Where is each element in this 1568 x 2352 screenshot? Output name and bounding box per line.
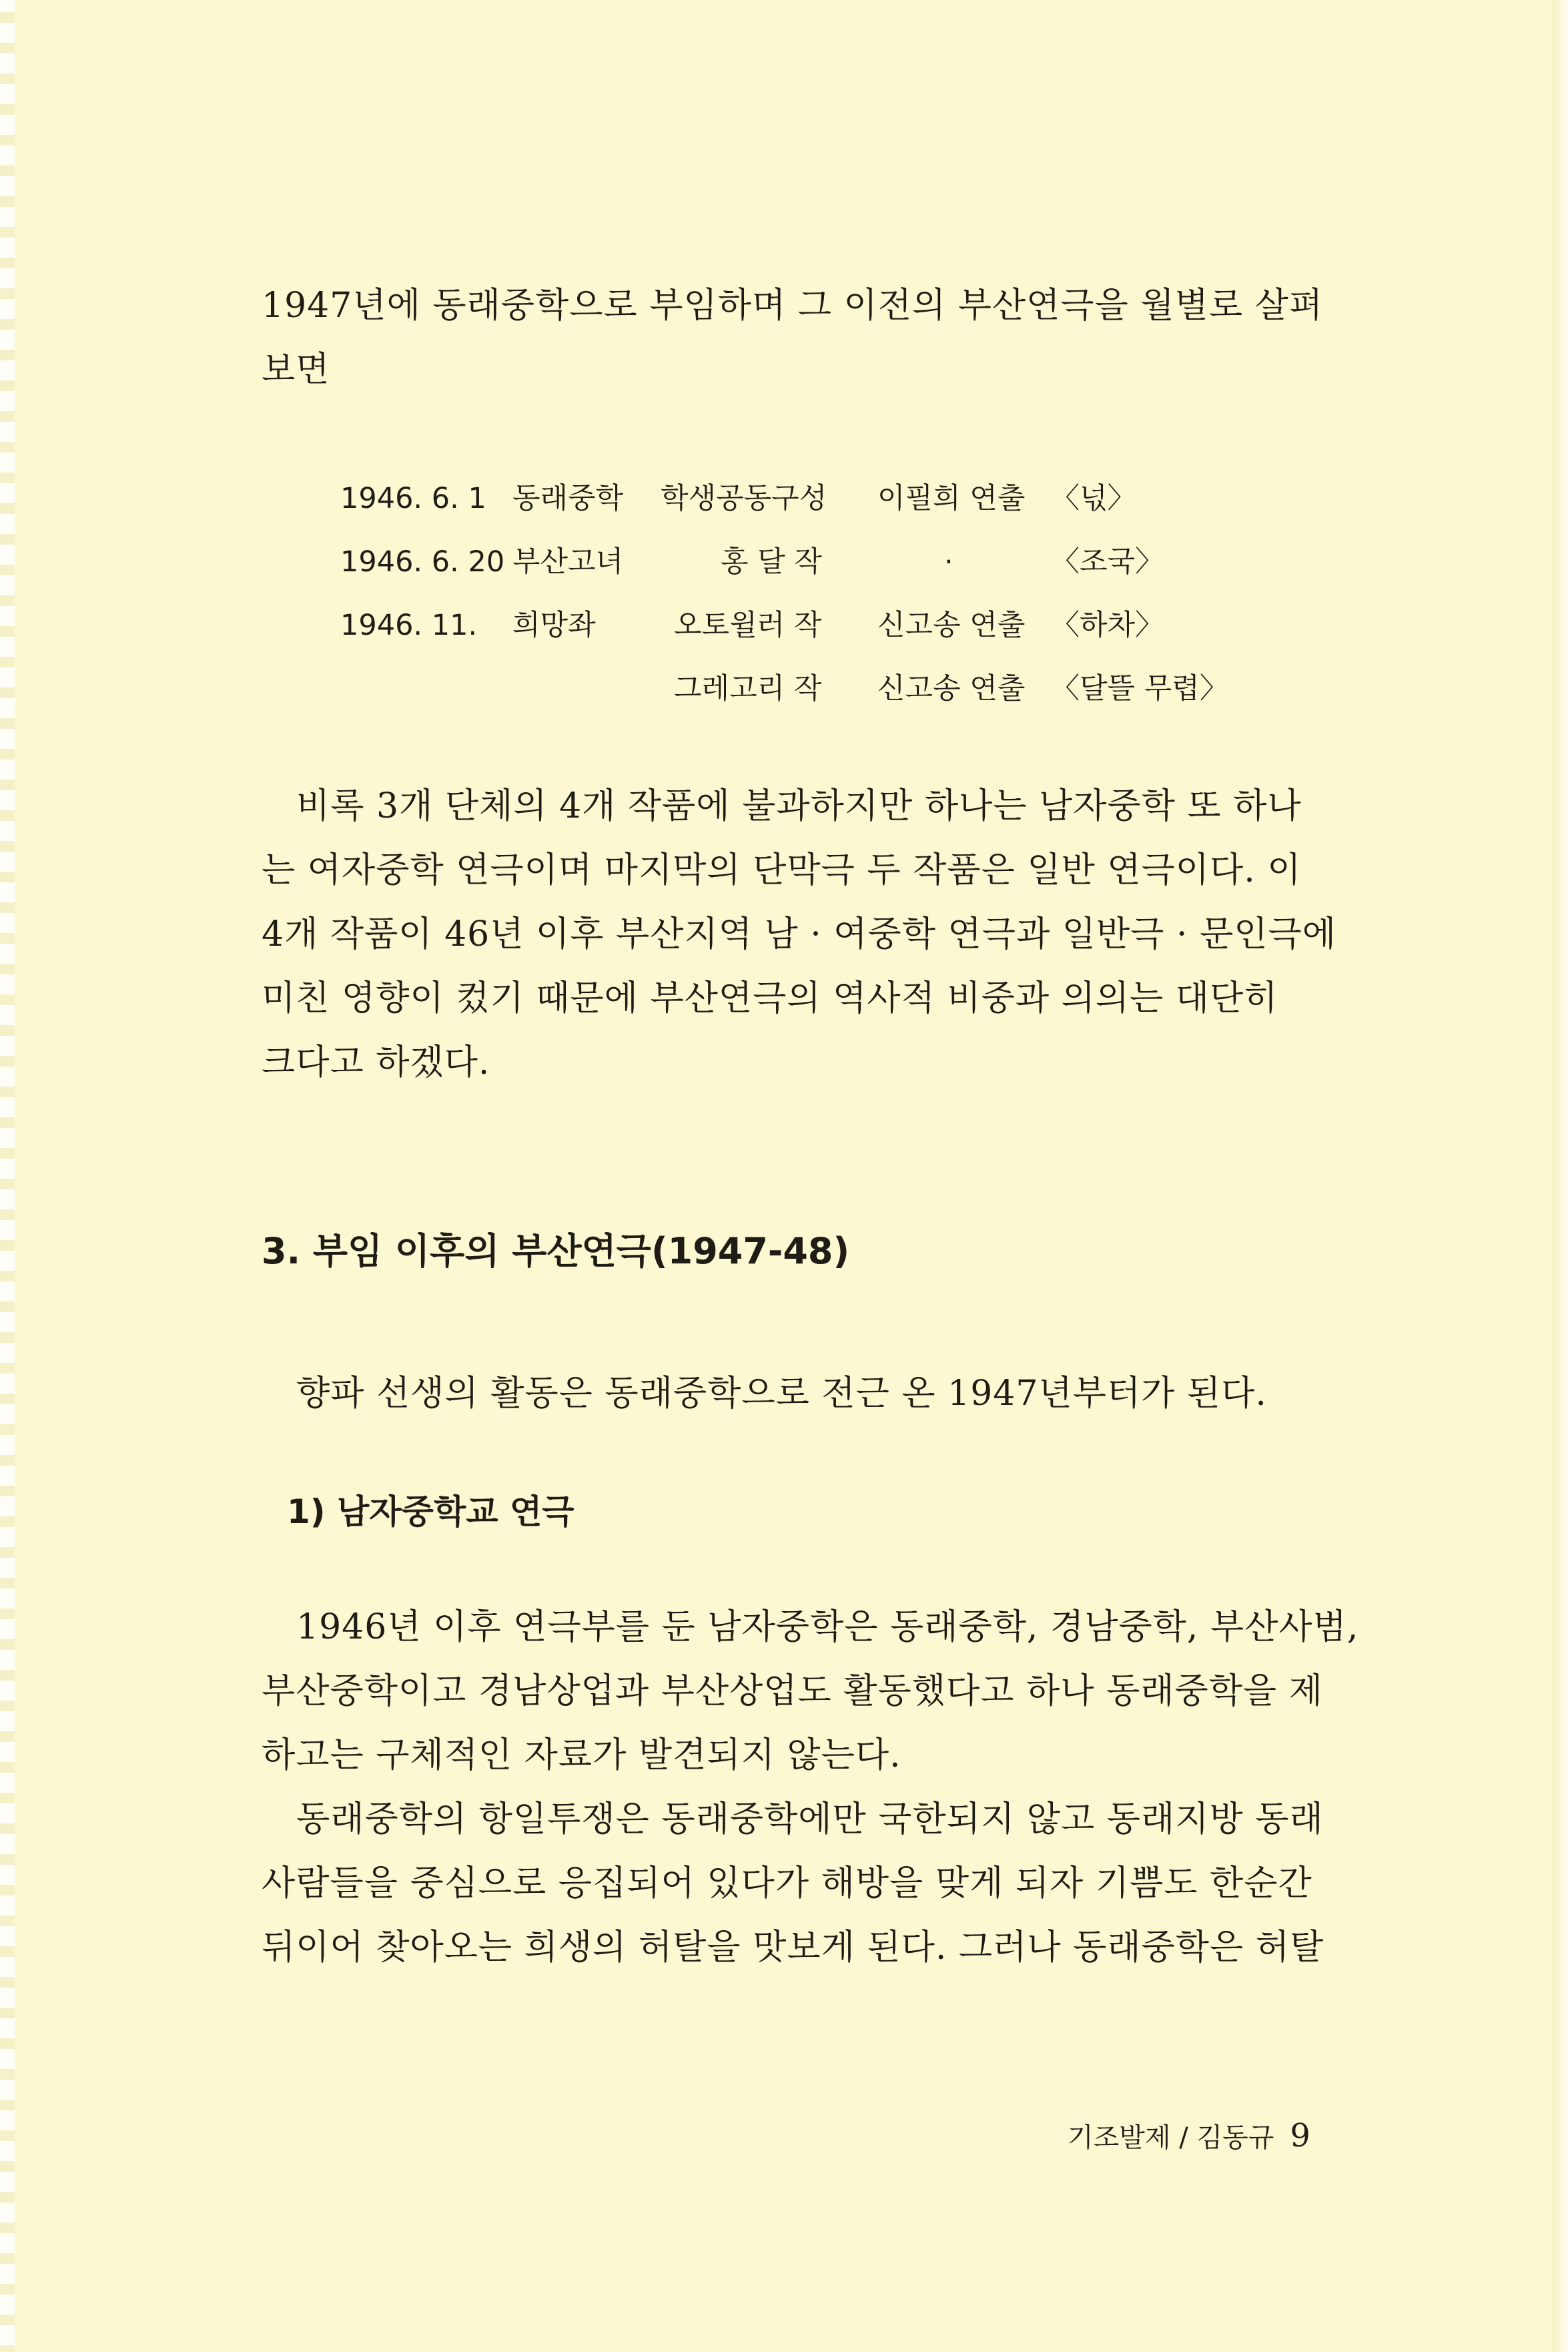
page-edge-shadow bbox=[1552, 0, 1568, 2352]
paragraph-boys-schools bbox=[262, 1595, 1369, 1787]
performance-director: 신고송 연출 bbox=[877, 672, 1026, 705]
section-heading: 3. 부임 이후의 부산연극(1947-48) bbox=[262, 1230, 850, 1272]
performance-row bbox=[340, 594, 1274, 657]
performance-director: 신고송 연출 bbox=[877, 609, 1026, 642]
performance-work: 학생공동구성 bbox=[661, 482, 827, 515]
performance-director: · bbox=[944, 545, 953, 579]
text-line: 크다고 하겠다. bbox=[262, 1043, 490, 1083]
performance-row bbox=[340, 467, 1274, 531]
performance-list bbox=[340, 467, 1274, 721]
performance-title: 〈하차〉 bbox=[1051, 609, 1164, 642]
page-number: 9 bbox=[1290, 2117, 1310, 2154]
text-line: 동래중학의 항일투쟁은 동래중학에만 국한되지 않고 동래지방 동래 bbox=[296, 1799, 1324, 1839]
running-footer-label: 기조발제 / 김동규 bbox=[1068, 2122, 1274, 2153]
performance-date: 1946. 11. bbox=[340, 609, 478, 642]
text-line: 1946년 이후 연극부를 둔 남자중학은 동래중학, 경남중학, 부산사범, bbox=[296, 1607, 1359, 1647]
text-line: 1947년에 동래중학으로 부임하며 그 이전의 부산연극을 월별로 살펴 bbox=[262, 286, 1324, 326]
performance-work: 홍 달 작 bbox=[721, 545, 822, 579]
performance-title: 〈조국〉 bbox=[1051, 545, 1164, 579]
page-footer bbox=[1068, 2116, 1310, 2158]
text-line: 뒤이어 찾아오는 희생의 허탈을 맛보게 된다. 그러나 동래중학은 허탈 bbox=[262, 1928, 1324, 1968]
text-line: 향파 선생의 활동은 동래중학으로 전근 온 1947년부터가 된다. bbox=[296, 1374, 1267, 1414]
performance-group: 동래중학 bbox=[512, 482, 624, 515]
performance-work: 그레고리 작 bbox=[674, 672, 822, 705]
performance-date: 1946. 6. 1 bbox=[340, 482, 486, 515]
intro-paragraph bbox=[262, 274, 1369, 402]
text-line: 사람들을 중심으로 응집되어 있다가 해방을 맞게 되자 기쁨도 한순간 bbox=[262, 1863, 1312, 1903]
subsection-heading: 1) 남자중학교 연극 bbox=[287, 1492, 574, 1531]
text-line: 4개 작품이 46년 이후 부산지역 남 · 여중학 연극과 일반극 · 문인극에 bbox=[262, 914, 1336, 954]
text-line: 는 여자중학 연극이며 마지막의 단막극 두 작품은 일반 연극이다. 이 bbox=[262, 850, 1302, 890]
performance-director: 이필희 연출 bbox=[877, 482, 1026, 515]
torn-page-edge bbox=[0, 0, 15, 2352]
text-line: 미친 영향이 컸기 때문에 부산연극의 역사적 비중과 의의는 대단히 bbox=[262, 978, 1278, 1018]
performance-group: 희망좌 bbox=[512, 609, 596, 642]
text-line: 보면 bbox=[262, 350, 330, 390]
performance-title: 〈넋〉 bbox=[1051, 482, 1136, 515]
performance-row bbox=[340, 531, 1274, 594]
text-line: 하고는 구체적인 자료가 발견되지 않는다. bbox=[262, 1735, 901, 1775]
paragraph-significance bbox=[262, 774, 1369, 1095]
performance-date: 1946. 6. 20 bbox=[340, 545, 505, 579]
performance-work: 오토윌러 작 bbox=[674, 609, 822, 642]
text-line: 비록 3개 단체의 4개 작품에 불과하지만 하나는 남자중학 또 하나 bbox=[296, 786, 1302, 826]
performance-title: 〈달뜰 무렵〉 bbox=[1051, 672, 1228, 705]
text-line: 부산중학이고 경남상업과 부산상업도 활동했다고 하나 동래중학을 제 bbox=[262, 1671, 1323, 1711]
performance-row bbox=[340, 657, 1274, 721]
paragraph-activity bbox=[262, 1362, 1369, 1426]
performance-group: 부산고녀 bbox=[512, 545, 624, 579]
paragraph-dongnae bbox=[262, 1787, 1369, 1980]
